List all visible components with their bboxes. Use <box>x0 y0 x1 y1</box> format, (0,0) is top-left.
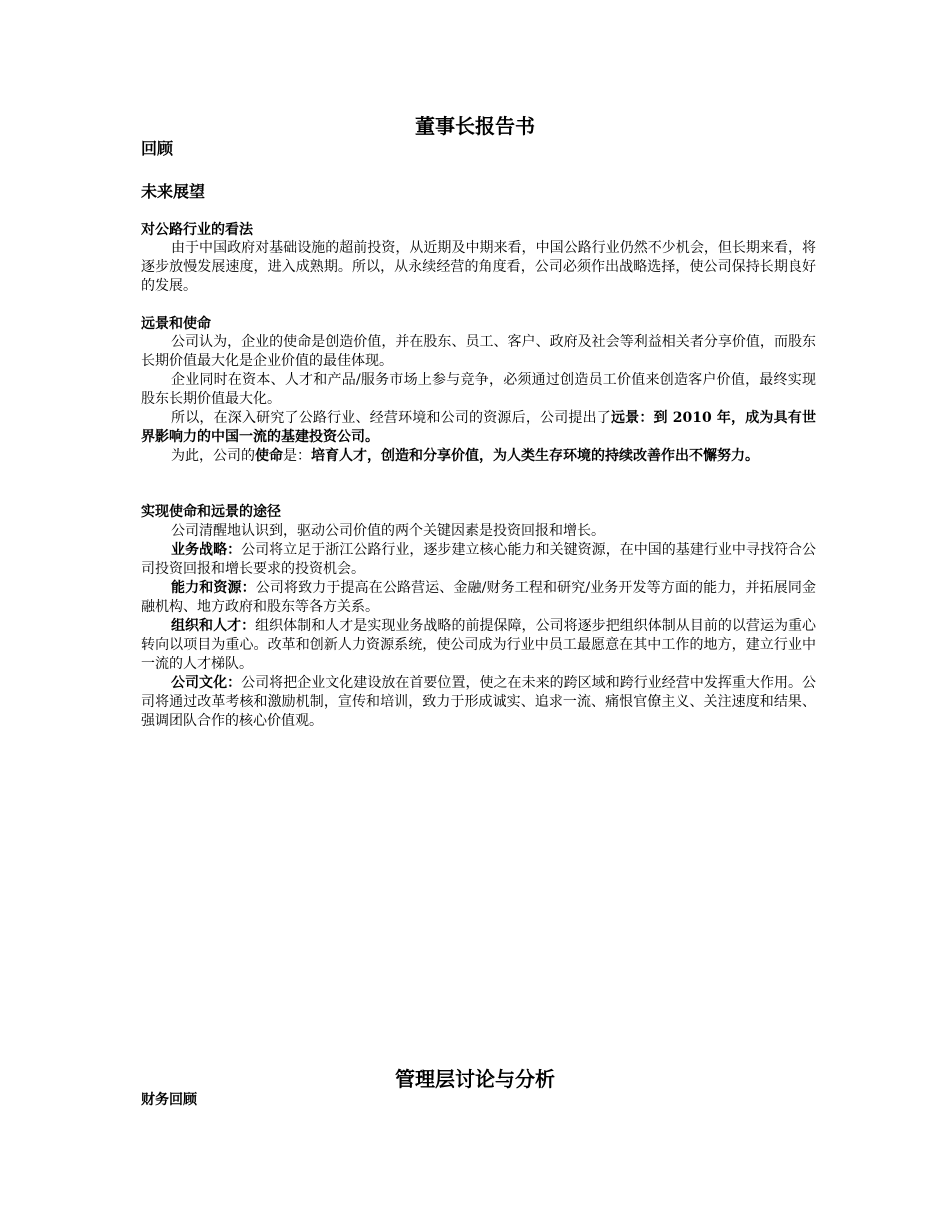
management-discussion-title: 管理层讨论与分析 <box>395 1067 555 1091</box>
business-strategy-label: 业务战略： <box>171 542 242 558</box>
mission-lead: 为此，公司的 <box>171 448 255 464</box>
organization-label: 组织和人才： <box>171 618 256 634</box>
mission-term: 使命 <box>255 448 283 464</box>
culture-paragraph <box>141 674 816 731</box>
outlook-heading: 未来展望 <box>141 182 206 201</box>
vision-paragraph-3 <box>141 409 816 447</box>
culture-label: 公司文化： <box>171 675 242 691</box>
mission-statement: 培育人才，创造和分享价值，为人类生存环境的持续改善作出不懈努力。 <box>311 448 759 464</box>
business-strategy-text: 公司将立足于浙江公路行业，逐步建立核心能力和关键资源，在中国的基建行业中寻找符合公司投资回报和增长要求的投资机会。 <box>141 542 817 577</box>
industry-view-paragraph: 由于中国政府对基础设施的超前投资，从近期及中期来看，中国公路行业仍然不少机会，但长期来看，将逐步放慢发展速度，进入成熟期。所以，从永续经营的角度看，公司必须作出战略选择，使公司保持长期良好的发展。 <box>141 240 816 294</box>
capability-paragraph <box>141 579 816 617</box>
mission-paragraph <box>141 447 816 466</box>
capability-text: 公司将致力于提高在公路营运、金融/财务工程和研究/业务开发等方面的能力，并拓展同金融机构、地方政府和股东等各方关系。 <box>141 580 817 615</box>
section-industry-view-body <box>141 239 816 296</box>
business-strategy-paragraph <box>141 541 816 579</box>
vision-statement: 远景：到 2010 年，成为具有世界影响力的中国一流的基建投资公司。 <box>141 410 816 445</box>
mission-mid: 是： <box>283 448 311 464</box>
organization-text: 组织体制和人才是实现业务战略的前提保障，公司将逐步把组织体制从目前的以营运为重心转向以项目为重心。改革和创新人力资源系统，使公司成为行业中员工最愿意在其中工作的地方，建立行业中一流的人才梯队。 <box>141 618 817 672</box>
section-approach-body <box>141 522 816 731</box>
section-vision-mission-heading: 远景和使命 <box>141 316 211 332</box>
section-vision-mission-body <box>141 333 816 466</box>
report-title: 董事长报告书 <box>415 114 535 138</box>
vision-paragraph-1: 公司认为，企业的使命是创造价值，并在股东、员工、客户、政府及社会等利益相关者分享价值，而股东长期价值最大化是企业价值的最佳体现。 <box>141 334 816 369</box>
organization-paragraph <box>141 617 816 674</box>
section-industry-view-heading: 对公路行业的看法 <box>141 222 253 238</box>
financial-review-heading: 财务回顾 <box>141 1092 197 1108</box>
culture-text: 公司将把企业文化建设放在首要位置，使之在未来的跨区域和跨行业经营中发挥重大作用。公司将通过改革考核和激励机制，宣传和培训，致力于形成诚实、追求一流、痛恨官僚主义、关注速度和结果、强调团队合作的核心价值观。 <box>141 675 817 729</box>
approach-paragraph-1: 公司清醒地认识到，驱动公司价值的两个关键因素是投资回报和增长。 <box>171 523 605 539</box>
vision-statement-lead: 所以，在深入研究了公路行业、经营环境和公司的资源后，公司提出了 <box>171 410 611 426</box>
capability-label: 能力和资源： <box>171 580 256 596</box>
section-approach-heading: 实现使命和远景的途径 <box>141 504 281 520</box>
vision-paragraph-2: 企业同时在资本、人才和产品/服务市场上参与竞争，必须通过创造员工价值来创造客户价值，最终实现股东长期价值最大化。 <box>141 372 816 407</box>
review-heading: 回顾 <box>141 139 174 158</box>
